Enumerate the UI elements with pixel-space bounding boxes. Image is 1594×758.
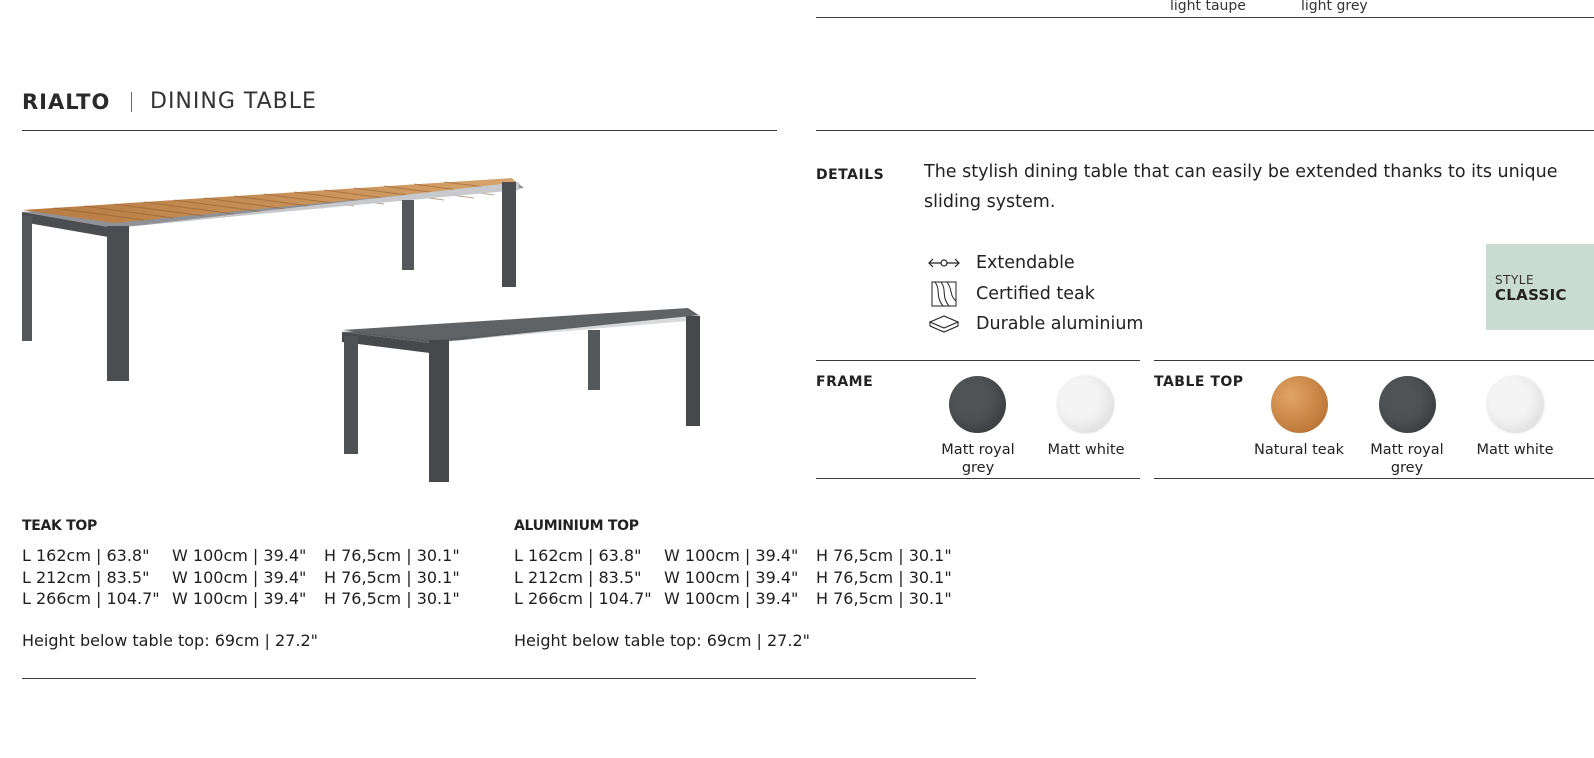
swatch-matt-white[interactable] — [1487, 376, 1544, 433]
width-value: W 100cm | 39.4" — [664, 546, 799, 565]
color-label-light-grey: light grey — [1301, 0, 1368, 14]
swatch-label: Matt royal grey — [1370, 442, 1444, 476]
teak-grain-icon — [926, 282, 962, 306]
teak-height-note: Height below table top: 69cm | 27.2" — [22, 631, 318, 650]
heading-separator — [131, 92, 132, 112]
width-value: W 100cm | 39.4" — [664, 567, 799, 587]
details-label: DETAILS — [816, 167, 885, 183]
height-value: H 76,5cm | 30.1" — [816, 567, 952, 587]
extendable-icon — [926, 251, 962, 275]
dimension-row — [22, 567, 474, 589]
divider — [1154, 478, 1594, 479]
divider — [816, 478, 1140, 479]
dimension-row — [514, 567, 966, 589]
width-value: W 100cm | 39.4" — [664, 589, 799, 608]
divider — [816, 130, 1594, 131]
length-value: L 162cm | 63.8" — [22, 546, 150, 565]
length-value: L 212cm | 83.5" — [22, 567, 150, 587]
height-value: H 76,5cm | 30.1" — [816, 589, 952, 608]
width-value: W 100cm | 39.4" — [172, 546, 307, 565]
swatch-label: Matt royal grey — [941, 442, 1015, 476]
divider — [816, 17, 1594, 18]
color-label-light-taupe: light taupe — [1170, 0, 1246, 14]
divider — [816, 360, 1140, 361]
feature-label: Extendable — [976, 253, 1075, 273]
feature-label: Certified teak — [976, 284, 1095, 304]
product-title: DINING TABLE — [150, 89, 317, 114]
teak-top-title: TEAK TOP — [22, 518, 97, 534]
aluminium-layer-icon — [926, 312, 962, 336]
dimension-row — [22, 588, 474, 610]
swatch-natural-teak[interactable] — [1271, 376, 1328, 433]
teak-dimensions-table — [22, 545, 474, 610]
feature-durable-aluminium — [926, 312, 1143, 336]
details-description: The stylish dining table that can easily be extended thanks to its unique sliding system. — [924, 162, 1558, 212]
swatch-matt-white[interactable] — [1057, 376, 1114, 433]
style-badge-value: CLASSIC — [1495, 286, 1567, 304]
aluminium-dimensions-table — [514, 545, 966, 610]
aluminium-height-note: Height below table top: 69cm | 27.2" — [514, 631, 810, 650]
width-value: W 100cm | 39.4" — [172, 589, 307, 608]
divider — [22, 130, 777, 131]
height-value: H 76,5cm | 30.1" — [816, 546, 952, 565]
swatch-label: Natural teak — [1254, 442, 1344, 458]
height-value: H 76,5cm | 30.1" — [324, 589, 460, 608]
height-value: H 76,5cm | 30.1" — [324, 546, 460, 565]
swatch-matt-royal-grey[interactable] — [949, 376, 1006, 433]
brand-name: RIALTO — [22, 90, 111, 114]
product-image — [14, 160, 804, 505]
height-value: H 76,5cm | 30.1" — [324, 567, 460, 587]
aluminium-top-title: ALUMINIUM TOP — [514, 518, 639, 534]
style-badge-label: STYLE — [1495, 273, 1535, 287]
length-value: L 266cm | 104.7" — [22, 589, 160, 608]
length-value: L 212cm | 83.5" — [514, 567, 642, 587]
divider — [22, 678, 976, 679]
frame-label: FRAME — [816, 374, 874, 390]
dimension-row — [514, 545, 966, 567]
feature-label: Durable aluminium — [976, 314, 1144, 334]
dimension-row — [514, 588, 966, 610]
dimension-row — [22, 545, 474, 567]
swatch-label: Matt white — [1047, 442, 1125, 458]
length-value: L 162cm | 63.8" — [514, 546, 642, 565]
table-top-label: TABLE TOP — [1154, 374, 1244, 390]
swatch-matt-royal-grey[interactable] — [1379, 376, 1436, 433]
feature-extendable — [926, 251, 1075, 275]
swatch-label: Matt white — [1476, 442, 1554, 458]
feature-certified-teak — [926, 282, 1095, 306]
width-value: W 100cm | 39.4" — [172, 567, 307, 587]
aluminium-table-illustration — [342, 308, 700, 482]
length-value: L 266cm | 104.7" — [514, 589, 652, 608]
divider — [1154, 360, 1594, 361]
style-badge — [1486, 244, 1594, 330]
